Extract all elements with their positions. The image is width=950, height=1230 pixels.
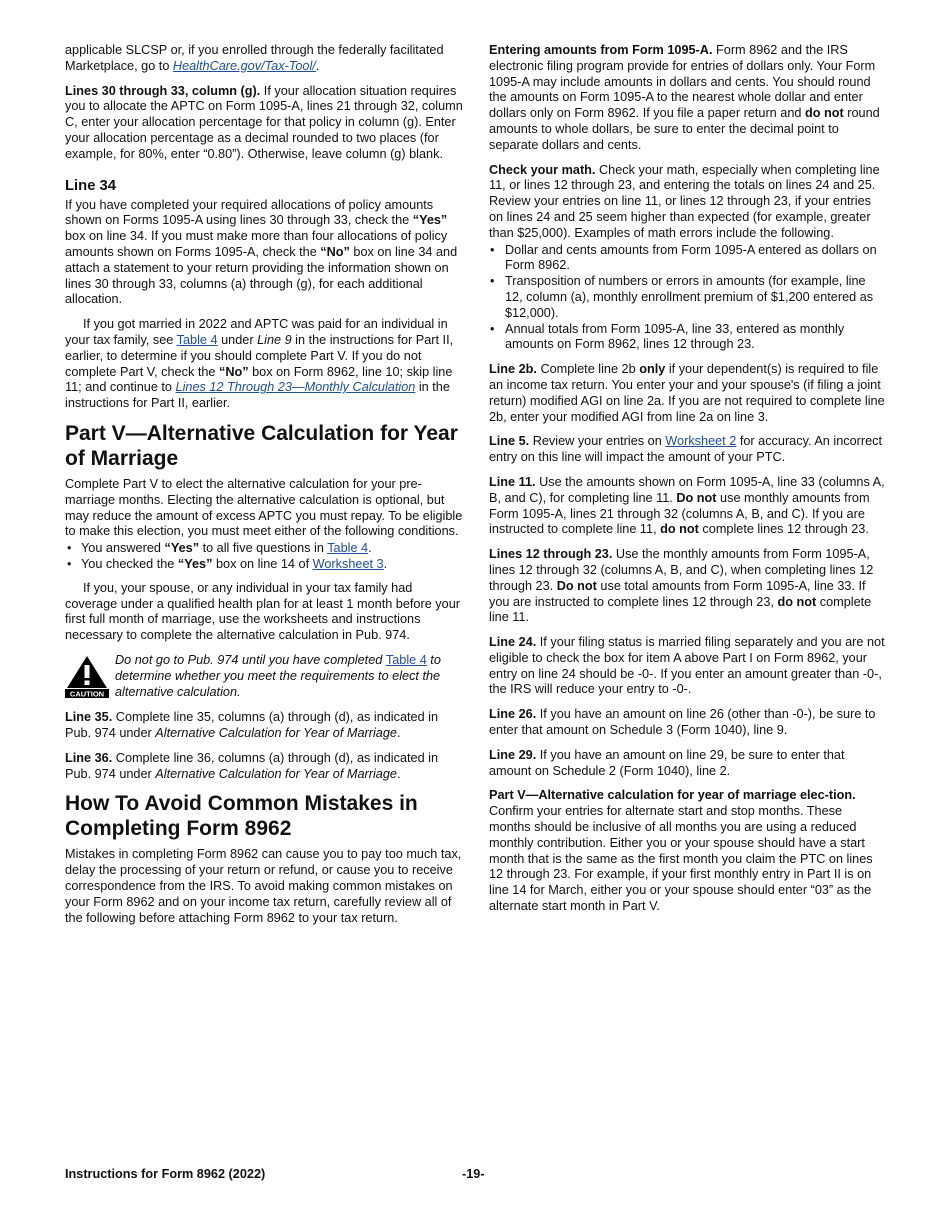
- text: .: [396, 726, 401, 741]
- paragraph-line-24: [489, 635, 885, 698]
- text: use monthly amounts from Form 1095-A, lines 21 through 32 (columns A, B, and C). If you are instructed to complete line 11,: [489, 490, 870, 537]
- text: If you got married in 2022 and APTC was paid for an individual in your tax family, see: [65, 317, 448, 347]
- paragraph-coverage-before-marriage: If you, your spouse, or any individual in your tax family had coverage under a qualified health plan for at least 1 month before your first full month of marriage, use the worksheets and instructions necessary to complete the alternative calculation in Pub. 974.: [65, 580, 460, 643]
- text: in the instructions for Part II, earlier, to determine if you should complete Part V. If you do not complete Part V, check the: [65, 332, 454, 379]
- right-column: [489, 43, 885, 924]
- list-item: • Transposition of numbers or errors in amounts (for example, line 12, column (a), monthly enrollment premium of $1,200 entered as $12,000).: [489, 274, 885, 321]
- table-4-link[interactable]: Table 4: [176, 332, 218, 347]
- paragraph-line-36: [65, 751, 463, 783]
- bold-text: do not: [777, 594, 817, 609]
- paragraph-line-11: [489, 475, 885, 538]
- caution-icon-label: CAUTION: [69, 689, 105, 698]
- left-column: [65, 43, 463, 935]
- paragraph-common-mistakes: Mistakes in completing Form 8962 can cause you to pay too much tax, delay the processing of your return or refund, or cause you to receive correspondence from the IRS. To avoid making common mistakes on your Form 8962 and on your income tax return, carefully review all of the following before attaching Form 8962 to your tax return.: [65, 847, 462, 925]
- text: If your allocation situation requires you to allocate the APTC on Form 1095-A, lines 21 through 32, column C, enter your allocation percentage for that policy in column (g). Enter your allocation percentage as a decimal rounded to two places (for example, for 80%, enter “0.80”). Otherwise, leave column (g) blank.: [65, 83, 463, 161]
- list-item: • Annual totals from Form 1095-A, line 33, entered as monthly amounts on Form 8962, lines 12 through 23.: [489, 322, 885, 354]
- run-in-heading: Part V—Alternative calculation for year of marriage elec-tion.: [489, 788, 856, 803]
- footer-form-title: Instructions for Form 8962 (2022): [65, 1167, 266, 1181]
- paragraph-line-35: [65, 710, 463, 742]
- list-item: [65, 557, 463, 573]
- text: If you have an amount on line 29, be sure to enter that amount on Schedule 2 (Form 1040), line 2.: [489, 747, 845, 778]
- page-number: -19-: [462, 1167, 485, 1181]
- list-item: [65, 541, 463, 557]
- text: applicable SLCSP or, if you enrolled through the federally facilitated Marketplace, go to: [65, 43, 444, 73]
- text: box on line 14 of: [212, 556, 313, 571]
- text: round amounts to whole dollars, be sure to enter the decimal point to separate dollars and cents.: [489, 106, 880, 152]
- conditions-list: [65, 541, 463, 573]
- paragraph-part-v-intro: Complete Part V to elect the alternative calculation for your pre-marriage months. Electing the alternative calculation is optional, but may reduce the amount of excess APTC you must repay. To be eligible to make this election, you must meet either of the following conditions.: [65, 476, 463, 539]
- text: use total amounts from Form 1095-A, line 33. If you are instructed to complete lines 12 through 23,: [489, 578, 866, 609]
- paragraph-entering-amounts: [489, 43, 885, 154]
- paragraph-lines-12-23: [489, 547, 885, 626]
- italic-text: Alternative Calculation for Year of Marriage: [155, 766, 397, 781]
- text: Check your math, especially when completing line 11, or lines 12 through 23, and entering the totals on lines 24 and 25. Review your entries on line 11, or lines 12 through 23, if your entries on lines 24 and 25 seem higher than expected (for example, greater than $25,000). Examples of math errors include the following.: [489, 162, 880, 240]
- table-4-link[interactable]: Table 4: [327, 541, 369, 556]
- bold-text: “No”: [218, 364, 249, 379]
- paragraph-check-math: [489, 163, 885, 242]
- worksheet-2-link[interactable]: Worksheet 2: [665, 434, 737, 449]
- run-in-heading: Line 11.: [489, 474, 536, 489]
- text: Confirm your entries for alternate start and stop months. These months should be inclusive of all months you are using a reduced monthly contribution. Either you or your spouse should have a start month that is the same as the first month you claim the PTC on lines 12 through 23. For example, if your first monthly entry in Part II is on line 14 for March, either you or your spouse should enter “03” as the alternate start month in Part V.: [489, 804, 873, 914]
- text: Complete line 35, columns (a) through (d), as indicated in Pub. 974 under: [65, 710, 439, 741]
- list-item: • Dollar and cents amounts from Form 1095-A entered as dollars on Form 8962.: [489, 243, 885, 275]
- text: under: [217, 332, 258, 347]
- text: complete lines 12 through 23.: [698, 522, 869, 537]
- worksheet-3-link[interactable]: Worksheet 3: [312, 556, 384, 571]
- italic-text: Alternative Calculation for Year of Marriage: [155, 726, 397, 741]
- healthcare-tax-tool-link[interactable]: HealthCare.gov/Tax-Tool/: [172, 58, 316, 73]
- bold-text: Do not: [556, 578, 597, 593]
- paragraph-line-26: [489, 707, 885, 739]
- text: box on Form 8962, line 10; skip line 11; and continue to: [65, 364, 453, 395]
- text: If you have an amount on line 26 (other than -0-), be sure to enter that amount on Schedule 3 (Form 1040), line 9.: [489, 707, 876, 738]
- run-in-heading: Line 29.: [489, 747, 537, 762]
- run-in-heading: Entering amounts from Form 1095-A.: [489, 43, 713, 57]
- table-4-link[interactable]: Table 4: [385, 652, 427, 667]
- text: Use the amounts shown on Form 1095-A, line 33 (columns A, B, and C), for completing line 11.: [489, 474, 885, 505]
- run-in-heading: Line 36.: [65, 750, 113, 765]
- text: if your dependent(s) is required to file an income tax return. You enter your and your spouse's (if filing a joint return) modified AGI on line 2a. If you are not required to complete line 2b, enter your modified AGI from line 2a on line 3.: [489, 362, 885, 424]
- common-mistakes-heading: How To Avoid Common Mistakes in Completing Form 8962: [65, 792, 418, 841]
- text: box on line 34. If you must make more than four allocations of policy amounts shown on Forms 1095-A, check the: [65, 229, 448, 259]
- line-34-heading: Line 34: [65, 177, 116, 194]
- bold-text: do not: [660, 522, 699, 537]
- run-in-heading: Lines 30 through 33, column (g).: [65, 83, 261, 98]
- caution-icon: [65, 654, 109, 698]
- run-in-heading: Line 5.: [489, 434, 530, 449]
- run-in-heading: Line 2b.: [489, 362, 537, 377]
- run-in-heading: Line 35.: [65, 710, 113, 725]
- text: If your filing status is married filing separately and you are not eligible to check the box for item A above Part I on Form 8962, your entry on line 24 should be -0-. If you enter an amount greater than -0-, the IRS will reduce your entry to -0-.: [489, 635, 885, 697]
- text: complete line 11.: [489, 594, 872, 625]
- text: You checked the: [81, 556, 178, 571]
- bold-text: “No”: [320, 244, 350, 259]
- paragraph-line-5: [489, 434, 885, 466]
- paragraph-married-2022: [65, 317, 463, 412]
- bold-text: do not: [804, 106, 844, 121]
- math-errors-list: [489, 243, 885, 354]
- paragraph-line-29: [489, 748, 885, 780]
- text: .: [383, 556, 388, 571]
- bold-text: “Yes”: [177, 556, 213, 571]
- text: box on line 34 and attach a statement to your return providing the information shown on lines 30 through 33, columns (a) through (g), for each additional allocation.: [65, 244, 458, 307]
- text: for accuracy. An incorrect entry on this line will impact the amount of your PTC.: [489, 434, 883, 465]
- paragraph-part-v-election: [489, 788, 885, 914]
- paragraph-slcsp-continued: [65, 43, 463, 75]
- paragraph-line-34: [65, 198, 463, 309]
- run-in-heading: Line 26.: [489, 707, 537, 722]
- text: in the instructions for Part II, earlier.: [65, 380, 450, 411]
- bold-text: Do not: [676, 490, 717, 505]
- paragraph-lines-30-33: [65, 84, 463, 163]
- text: If you have completed your required allocations of policy amounts shown on Forms 1095-A using lines 30 through 33, check the: [65, 197, 434, 228]
- bold-text: only: [639, 362, 666, 377]
- text: Complete line 2b: [536, 362, 640, 377]
- text: .: [315, 58, 320, 73]
- text: .: [368, 541, 372, 556]
- text: You answered: [81, 541, 165, 556]
- bold-text: “Yes”: [164, 541, 200, 556]
- run-in-heading: Check your math.: [489, 162, 596, 177]
- run-in-heading: Lines 12 through 23.: [489, 547, 613, 562]
- text: Complete line 36, columns (a) through (d), as indicated in Pub. 974 under: [65, 750, 439, 781]
- bold-text: “Yes”: [412, 213, 448, 228]
- run-in-heading: Line 24.: [489, 635, 537, 650]
- text: to determine whether you meet the requirements to elect the alternative calculation.: [115, 652, 441, 699]
- text: to all five questions in: [199, 541, 328, 556]
- caution-note: [65, 653, 463, 700]
- text: Do not go to Pub. 974 until you have completed: [115, 652, 386, 667]
- caution-text: [115, 653, 463, 700]
- lines-12-23-link[interactable]: Lines 12 Through 23—Monthly Calculation: [175, 380, 416, 395]
- text: Review your entries on: [529, 434, 666, 449]
- text: Use the monthly amounts from Form 1095-A, lines 12 through 32 (columns A, B, and C), when completing lines 12 through 23.: [489, 547, 874, 593]
- text: Form 8962 and the IRS electronic filing program provide for entries of dollars only. Your Form 1095-A may include amounts in dollars and cents. You should round the amounts on Form 1095-A to the nearest whole dollar and enter dollars only on Form 8962. If you file a paper return and: [489, 43, 876, 121]
- part-v-heading: Part V—Alternative Calculation for Year of Marriage: [65, 421, 458, 470]
- italic-text: Line 9: [257, 332, 292, 347]
- paragraph-line-2b: [489, 362, 885, 425]
- text: .: [396, 766, 401, 781]
